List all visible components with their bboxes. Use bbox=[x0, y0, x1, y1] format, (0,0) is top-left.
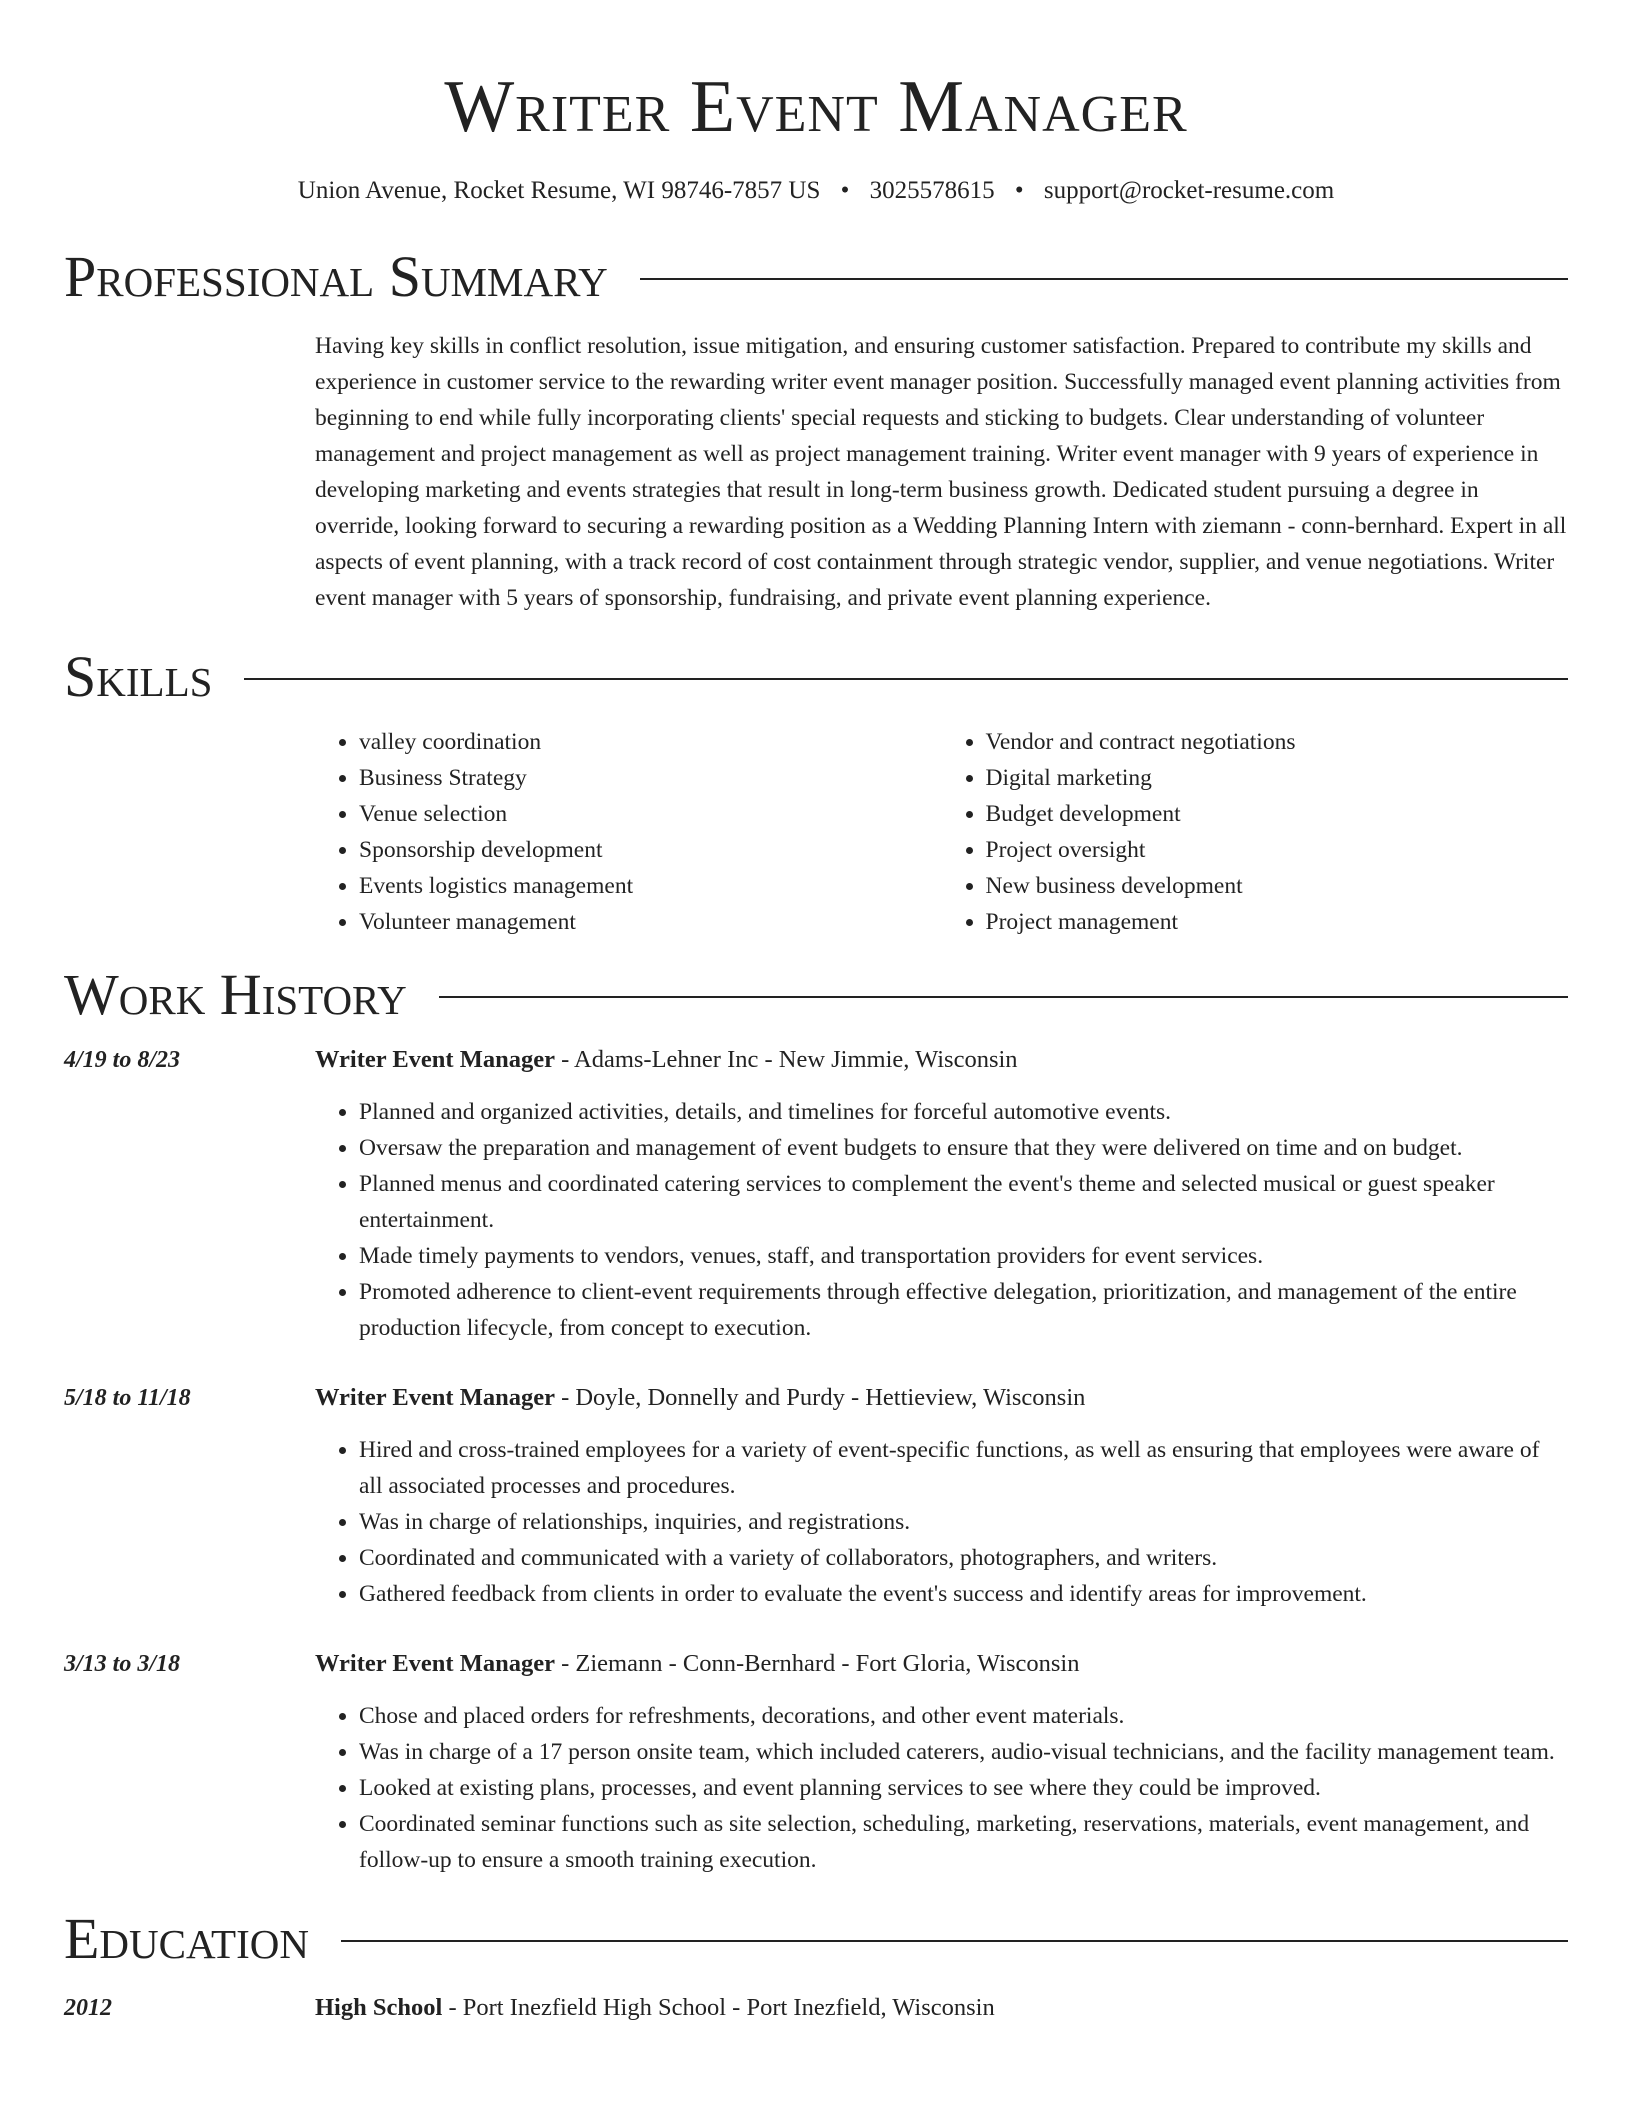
job-employer: - Adams-Lehner Inc - New Jimmie, Wisconsin bbox=[554, 1046, 1018, 1073]
skills-list bbox=[315, 724, 1568, 940]
skill-item: • New business development bbox=[986, 868, 1569, 904]
job-title: Writer Event Manager bbox=[315, 1650, 555, 1677]
education-section-header bbox=[64, 1906, 1568, 1972]
job-bullet: • Looked at existing plans, processes, and event planning services to see where they could be improved. bbox=[359, 1770, 1568, 1806]
skill-item: • Project management bbox=[986, 904, 1569, 940]
summary-text: Having key skills in conflict resolution, issue mitigation, and ensuring customer satisfaction. Prepared to contribute my skills and experience in customer service to the rewarding writer event manager position. Successfully managed event planning activities from beginning to end while fully incorporating clients' special requests and sticking to budgets. Clear understanding of volunteer management and project management as well as project management training. Writer event manager with 9 years of experience in developing marketing and events strategies that result in long-term business growth. Dedicated student pursuing a degree in override, looking forward to securing a rewarding position as a Wedding Planning Intern with ziemann - conn-bernhard. Expert in all aspects of event planning, with a track record of cost containment through strategic vendor, supplier, and venue negotiations. Writer event manager with 5 years of sponsorship, fundraising, and private event planning experience. bbox=[315, 333, 1567, 611]
job-bullet: • Was in charge of relationships, inquiries, and registrations. bbox=[359, 1504, 1568, 1540]
job-bullet: • Was in charge of a 17 person onsite team, which included caterers, audio-visual technicians, and the facility management team. bbox=[359, 1734, 1568, 1770]
contact-phone: 3025578615 bbox=[869, 177, 995, 204]
skills-section-header bbox=[64, 644, 1568, 710]
skills-column-left bbox=[315, 724, 942, 940]
job-bullet: • Coordinated seminar functions such as site selection, scheduling, marketing, reservations, materials, event management, and follow-up to ensure a smooth training execution. bbox=[359, 1806, 1568, 1878]
resume-page bbox=[64, 0, 1568, 2026]
skill-item: • Project oversight bbox=[986, 832, 1569, 868]
contact-email: support@rocket-resume.com bbox=[1043, 177, 1335, 204]
skill-item: • Sponsorship development bbox=[359, 832, 942, 868]
job-dates: 4/19 to 8/23 bbox=[64, 1047, 181, 1073]
summary-section-title: Professional Summary bbox=[64, 244, 608, 309]
job-bullet: • Oversaw the preparation and management of event budgets to ensure that they were delivered on time and on budget. bbox=[359, 1130, 1568, 1166]
skill-item: • Vendor and contract negotiations bbox=[986, 724, 1569, 760]
education-entry bbox=[64, 1990, 1568, 2026]
section-divider bbox=[640, 278, 1568, 280]
contact-address: Union Avenue, Rocket Resume, WI 98746-7857 US bbox=[297, 177, 821, 204]
job-bullet: • Planned and organized activities, details, and timelines for forceful automotive events. bbox=[359, 1094, 1568, 1130]
summary-section-header bbox=[64, 244, 1568, 310]
skill-item: • valley coordination bbox=[359, 724, 942, 760]
education-heading bbox=[315, 1990, 1568, 2026]
section-divider bbox=[439, 996, 1568, 998]
skills-column-right bbox=[942, 724, 1569, 940]
candidate-name: Writer Event Manager bbox=[444, 66, 1188, 148]
job-bullet: • Planned menus and coordinated catering services to complement the event's theme and selected musical or guest speaker entertainment. bbox=[359, 1166, 1568, 1238]
job-bullet: • Made timely payments to vendors, venues, staff, and transportation providers for event services. bbox=[359, 1238, 1568, 1274]
job-entry bbox=[64, 1380, 1568, 1612]
work-section-title: Work History bbox=[64, 962, 407, 1027]
education-institution: - Port Inezfield High School - Port Inezfield, Wisconsin bbox=[442, 1994, 995, 2021]
job-heading bbox=[315, 1646, 1568, 1682]
job-heading bbox=[315, 1380, 1568, 1416]
section-divider bbox=[244, 678, 1568, 680]
job-bullet: • Coordinated and communicated with a variety of collaborators, photographers, and writers. bbox=[359, 1540, 1568, 1576]
job-employer: - Ziemann - Conn-Bernhard - Fort Gloria, Wisconsin bbox=[554, 1650, 1080, 1677]
section-divider bbox=[341, 1940, 1568, 1942]
skill-item: • Business Strategy bbox=[359, 760, 942, 796]
job-employer: - Doyle, Donnelly and Purdy - Hettieview, Wisconsin bbox=[554, 1384, 1086, 1411]
contact-separator: • bbox=[840, 177, 850, 204]
skill-item: • Budget development bbox=[986, 796, 1569, 832]
skill-item: • Digital marketing bbox=[986, 760, 1569, 796]
education-dates: 2012 bbox=[64, 1995, 112, 2021]
job-title: Writer Event Manager bbox=[315, 1384, 555, 1411]
skill-item: • Events logistics management bbox=[359, 868, 942, 904]
job-dates: 5/18 to 11/18 bbox=[64, 1385, 191, 1411]
job-entry bbox=[64, 1646, 1568, 1878]
job-bullet: • Gathered feedback from clients in order to evaluate the event's success and identify areas for improvement. bbox=[359, 1576, 1568, 1612]
job-entry bbox=[64, 1042, 1568, 1346]
work-section-header bbox=[64, 962, 1568, 1028]
skill-item: • Volunteer management bbox=[359, 904, 942, 940]
job-heading bbox=[315, 1042, 1568, 1078]
job-title: Writer Event Manager bbox=[315, 1046, 555, 1073]
job-bullet: • Chose and placed orders for refreshments, decorations, and other event materials. bbox=[359, 1698, 1568, 1734]
education-title: High School bbox=[315, 1994, 443, 2021]
contact-line bbox=[64, 174, 1568, 208]
education-section-title: Education bbox=[64, 1906, 309, 1971]
job-bullet: • Hired and cross-trained employees for a variety of event-specific functions, as well as ensuring that employees were aware of all associated processes and procedures. bbox=[359, 1432, 1568, 1504]
skills-section-title: Skills bbox=[64, 644, 213, 709]
job-dates: 3/13 to 3/18 bbox=[64, 1651, 181, 1677]
job-bullets bbox=[315, 1094, 1568, 1346]
job-bullets bbox=[315, 1432, 1568, 1612]
job-bullets bbox=[315, 1698, 1568, 1878]
job-bullet: • Promoted adherence to client-event requirements through effective delegation, prioritization, and management of the entire production lifecycle, from concept to execution. bbox=[359, 1274, 1568, 1346]
skill-item: • Venue selection bbox=[359, 796, 942, 832]
contact-separator: • bbox=[1014, 177, 1024, 204]
